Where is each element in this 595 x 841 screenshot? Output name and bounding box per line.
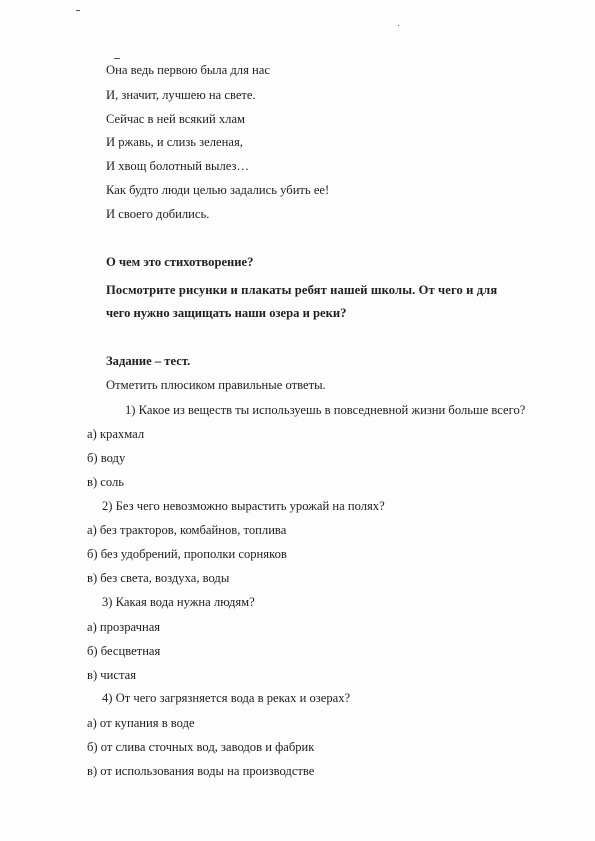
- scan-speck: [114, 58, 120, 59]
- answer-option: б) воду: [87, 451, 126, 465]
- answer-option: а) прозрачная: [87, 620, 161, 634]
- answer-option: в) от использования воды на производстве: [87, 764, 315, 778]
- poem-line: И хвощ болотный вылез…: [106, 159, 250, 173]
- poem-line: И своего добились.: [106, 207, 210, 221]
- answer-option: в) соль: [87, 475, 125, 489]
- poem-line: Сейчас в ней всякий хлам: [106, 112, 245, 126]
- poem-line: И, значит, лучшею на свете.: [106, 88, 256, 102]
- scan-speck: [76, 10, 80, 11]
- task-title: Задание – тест.: [106, 354, 191, 368]
- test-question: 2) Без чего невозможно вырастить урожай на полях?: [102, 499, 385, 513]
- poem-line: Она ведь первою была для нас: [106, 63, 270, 77]
- scan-speck: [398, 25, 399, 26]
- task-instruction: Отметить плюсиком правильные ответы.: [106, 378, 326, 392]
- answer-option: в) без света, воздуха, воды: [87, 571, 230, 585]
- answer-option: б) без удобрений, прополки сорняков: [87, 547, 287, 561]
- question-heading: О чем это стихотворение?: [106, 255, 254, 269]
- poem-line: И ржавь, и слизь зеленая,: [106, 135, 243, 149]
- answer-option: а) без тракторов, комбайнов, топлива: [87, 523, 287, 537]
- answer-option: в) чистая: [87, 668, 136, 682]
- test-question: 4) От чего загрязняется вода в реках и озерах?: [102, 691, 351, 705]
- question-heading: чего нужно защищать наши озера и реки?: [106, 306, 347, 320]
- poem-line: Как будто люди целью задались убить ее!: [106, 183, 330, 197]
- question-heading: Посмотрите рисунки и плакаты ребят нашей школы. От чего и для: [106, 283, 498, 297]
- answer-option: б) от слива сточных вод, заводов и фабрик: [87, 740, 315, 754]
- test-question: 3) Какая вода нужна людям?: [102, 595, 255, 609]
- answer-option: а) от купания в воде: [87, 716, 195, 730]
- test-question: 1) Какое из веществ ты используешь в повседневной жизни больше всего?: [125, 403, 526, 417]
- answer-option: а) крахмал: [87, 427, 145, 441]
- answer-option: б) бесцветная: [87, 644, 161, 658]
